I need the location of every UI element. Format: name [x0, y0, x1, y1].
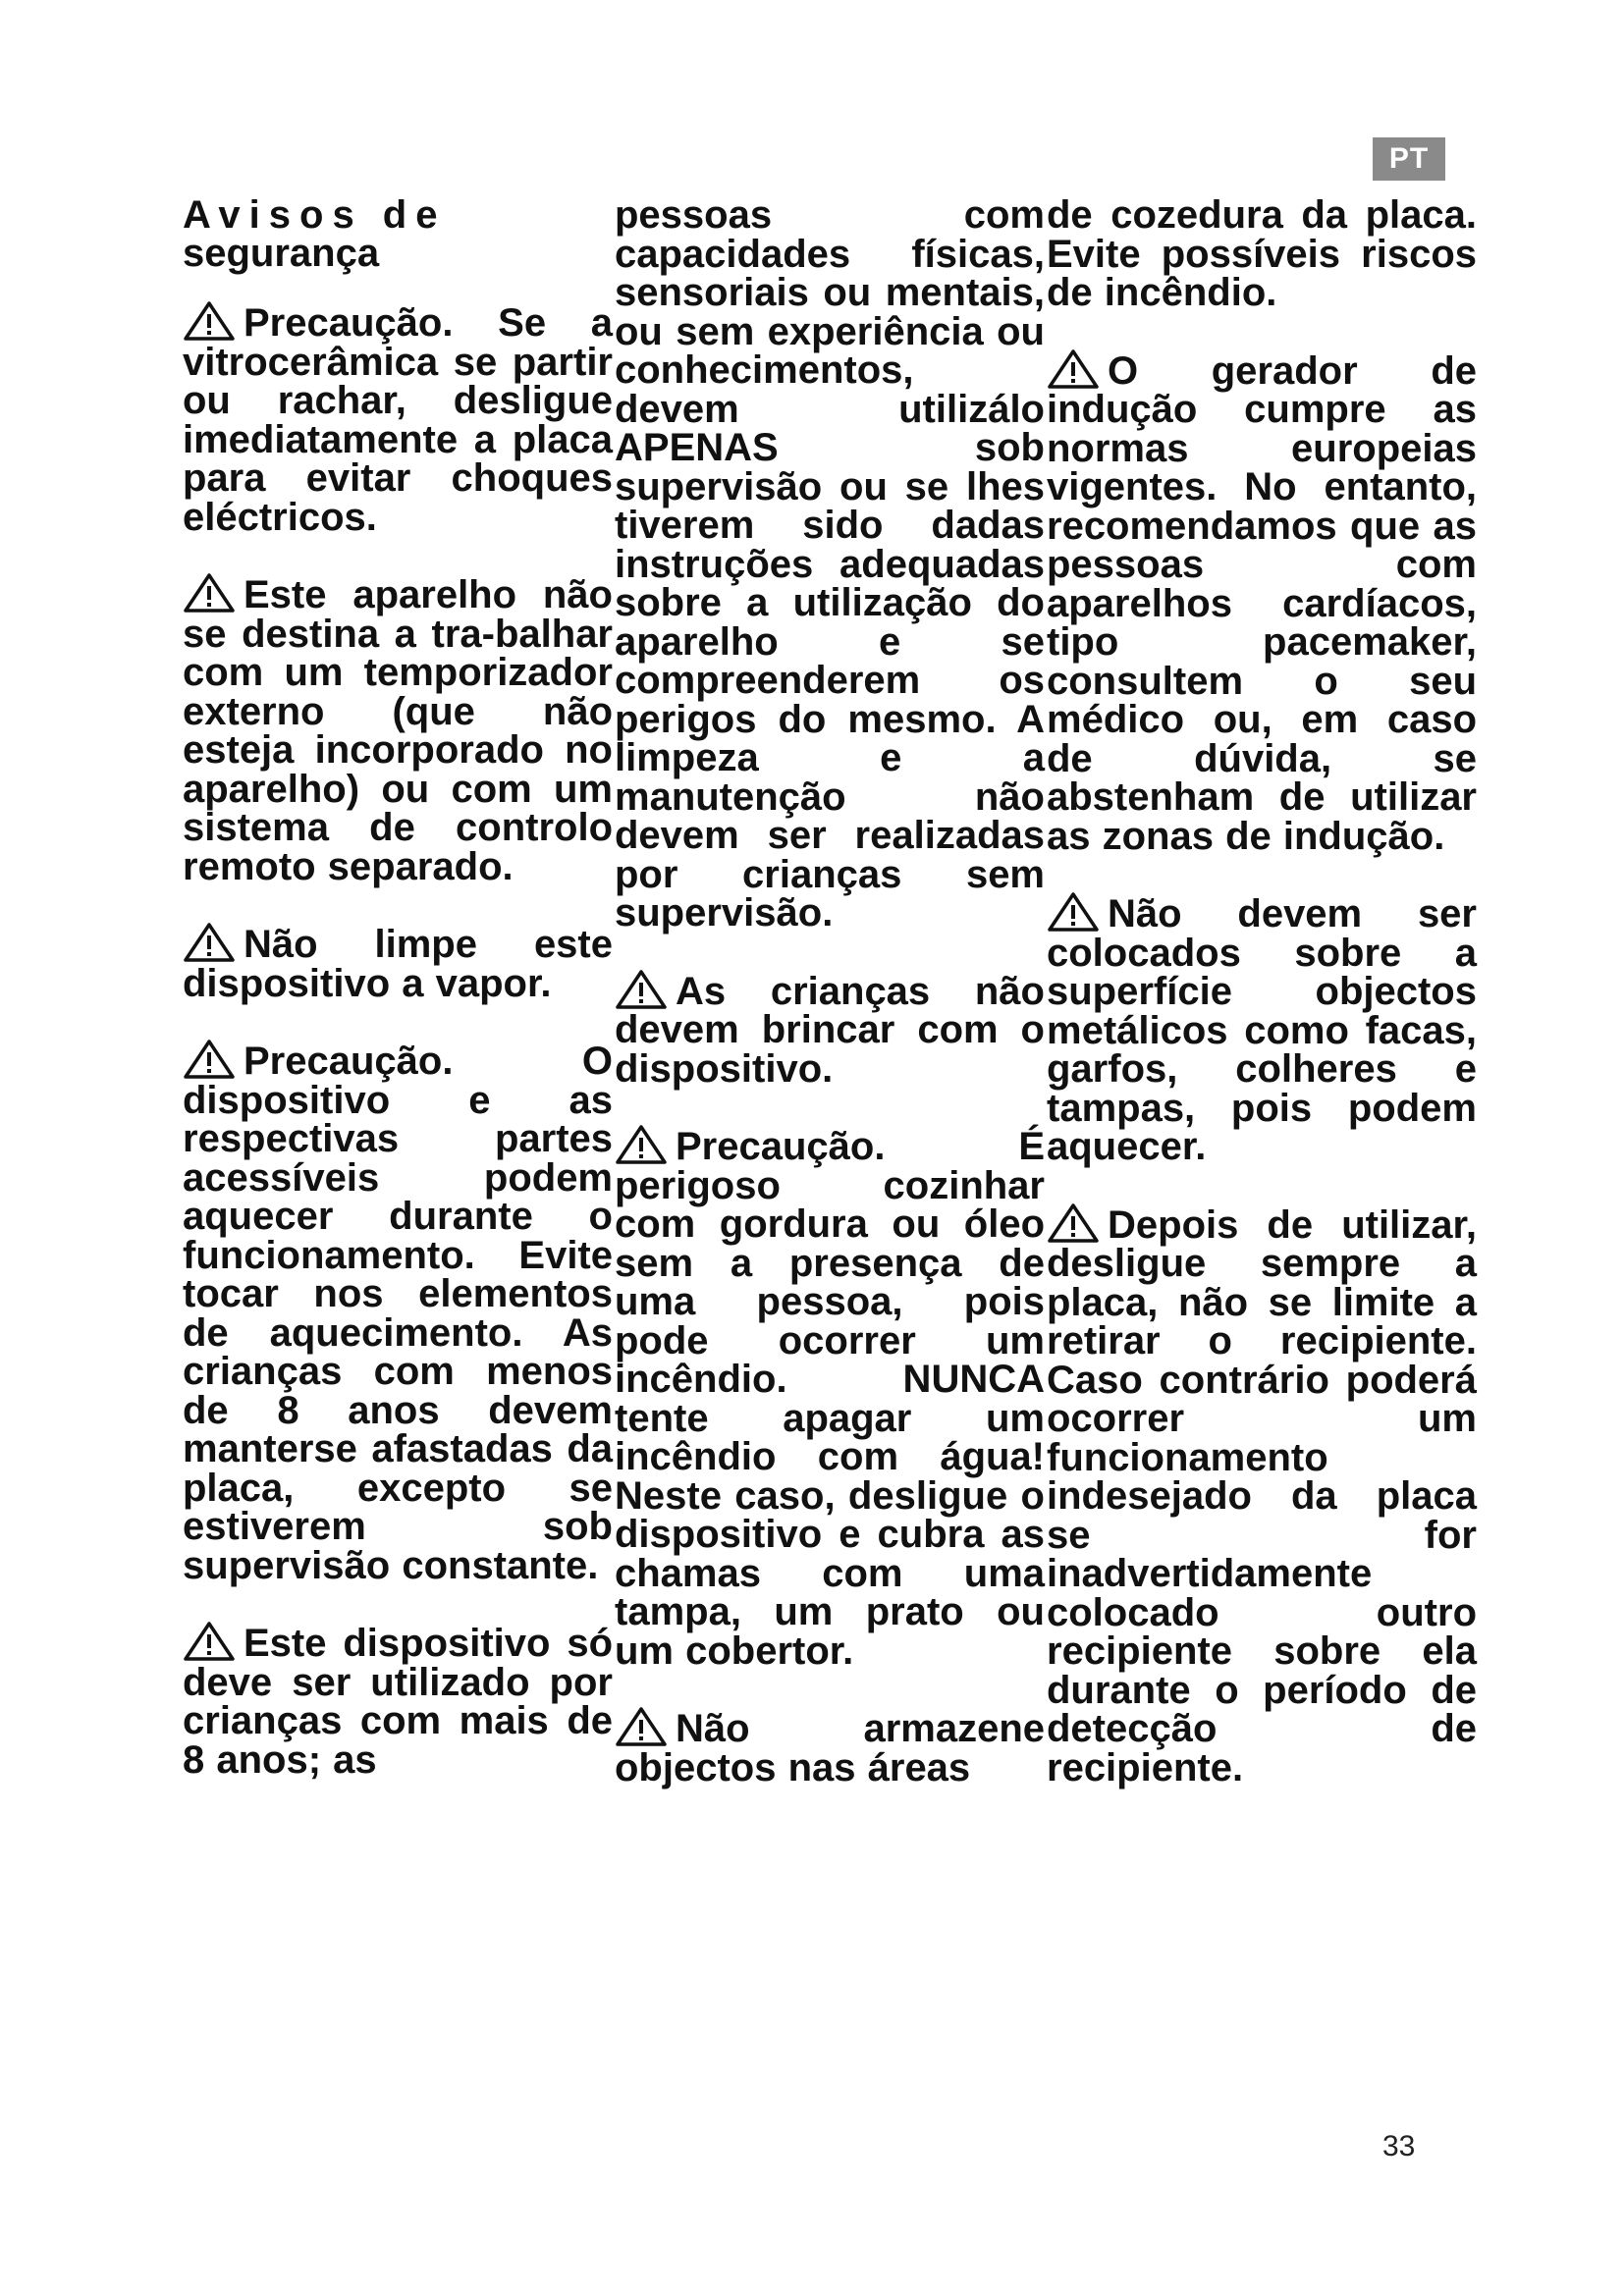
- warning-paragraph: [183, 300, 613, 537]
- column-2: [615, 193, 1045, 2081]
- continued-paragraph: [1047, 193, 1477, 314]
- warning-triangle-icon: [615, 969, 668, 1010]
- paragraph-text: Este dispositivo só deve ser utilizado por crianças com mais de 8 anos; as: [183, 1622, 613, 1782]
- paragraph-text: Este aparelho não se destina a tra-balhar com um temporizador externo (que não esteja incorporado no aparelho) ou com um sistema de controlo remoto separado.: [183, 573, 613, 888]
- warning-paragraph: [183, 1039, 613, 1585]
- paragraph-text: Não devem ser colocados sobre a superfície objectos metálicos como facas, garfos, colheres e tampas, pois podem aquecer.: [1047, 892, 1477, 1168]
- warning-triangle-icon: [1047, 348, 1100, 390]
- warning-triangle-icon: [183, 300, 236, 342]
- paragraph-text: Depois de utilizar, desligue sempre a placa, não se limite a retirar o recipiente. Caso contrário poderá ocorrer um funcionamento indesejado da placa se for inadvertidamente colocado outro recipiente sobre ela durante o período de detecção de recipiente.: [1047, 1202, 1477, 1789]
- page-number: 33: [1382, 2130, 1416, 2163]
- warning-paragraph: [615, 1124, 1045, 1671]
- paragraph-text: Precaução. O dispositivo e as respectivas partes acessíveis podem aquecer durante o funcionamento. Evite tocar nos elementos de aquecimento. As crianças com menos de 8 anos devem manterse afastadas da placa, excepto se estiverem sob supervisão constante.: [183, 1040, 613, 1587]
- warning-paragraph: [1047, 1202, 1477, 1789]
- paragraph-text: As crianças não devem brincar com o dispositivo.: [615, 969, 1045, 1091]
- paragraph-text: O gerador de indução cumpre as normas europeias vigentes. No entanto, recomendamos que as pessoas com aparelhos cardíacos, tipo pacemaker, consultem o seu médico ou, em caso de dúvida, se abstenham de utilizar as zonas de indução.: [1047, 348, 1477, 858]
- warning-paragraph: [615, 969, 1045, 1090]
- warning-paragraph: [1047, 348, 1477, 857]
- paragraph-text: de cozedura da placa. Evite possíveis riscos de incêndio.: [1047, 193, 1477, 314]
- language-badge: PT: [1373, 137, 1445, 181]
- warning-triangle-icon: [183, 572, 236, 614]
- heading-line-1: Avisos de: [183, 193, 447, 237]
- paragraph-text: Não limpe este dispositivo a vapor.: [183, 923, 613, 1005]
- warning-triangle-icon: [615, 1706, 668, 1747]
- warning-triangle-icon: [1047, 891, 1100, 933]
- warning-triangle-icon: [1047, 1202, 1100, 1244]
- warning-triangle-icon: [183, 1039, 236, 1080]
- warning-paragraph: [183, 572, 613, 886]
- paragraph-text: Precaução. É perigoso cozinhar com gordura ou óleo sem a presença de uma pessoa, pois pode ocorrer um incêndio. NUNCA tente apagar um incêndio com água! Neste caso, desligue o dispositivo e cubra as chamas com uma tampa, um prato ou um cobertor.: [615, 1125, 1045, 1673]
- warning-triangle-icon: [615, 1124, 668, 1165]
- warning-paragraph: [183, 1621, 613, 1780]
- safety-warnings-columns: [183, 193, 1498, 2081]
- warning-paragraph: [1047, 891, 1477, 1167]
- heading-line-2: segurança: [183, 232, 380, 275]
- paragraph-text: Não armazene objectos nas áreas: [615, 1707, 1045, 1789]
- warning-triangle-icon: [183, 1621, 236, 1662]
- warning-paragraph: [615, 1706, 1045, 1788]
- warning-triangle-icon: [183, 922, 236, 963]
- warning-paragraph: [183, 922, 613, 1003]
- paragraph-text: pessoas com capacidades físicas, sensoriais ou mentais, ou sem experiência ou conhecimentos, devem utilizálo APENAS sob supervisão ou se lhes tiverem sido dadas instruções adequadas sobre a utilização do aparelho e se compreenderem os perigos do mesmo. A limpeza e a manutenção não devem ser realizadas por crianças sem supervisão.: [615, 193, 1045, 934]
- paragraph-text: Precaução. Se a vitrocerâmica se partir ou rachar, desligue imediatamente a placa para evitar choques eléctricos.: [183, 301, 613, 539]
- continued-paragraph: [615, 193, 1045, 934]
- column-3: [1047, 193, 1477, 2081]
- column-1: [183, 193, 613, 2081]
- section-heading: [183, 193, 613, 275]
